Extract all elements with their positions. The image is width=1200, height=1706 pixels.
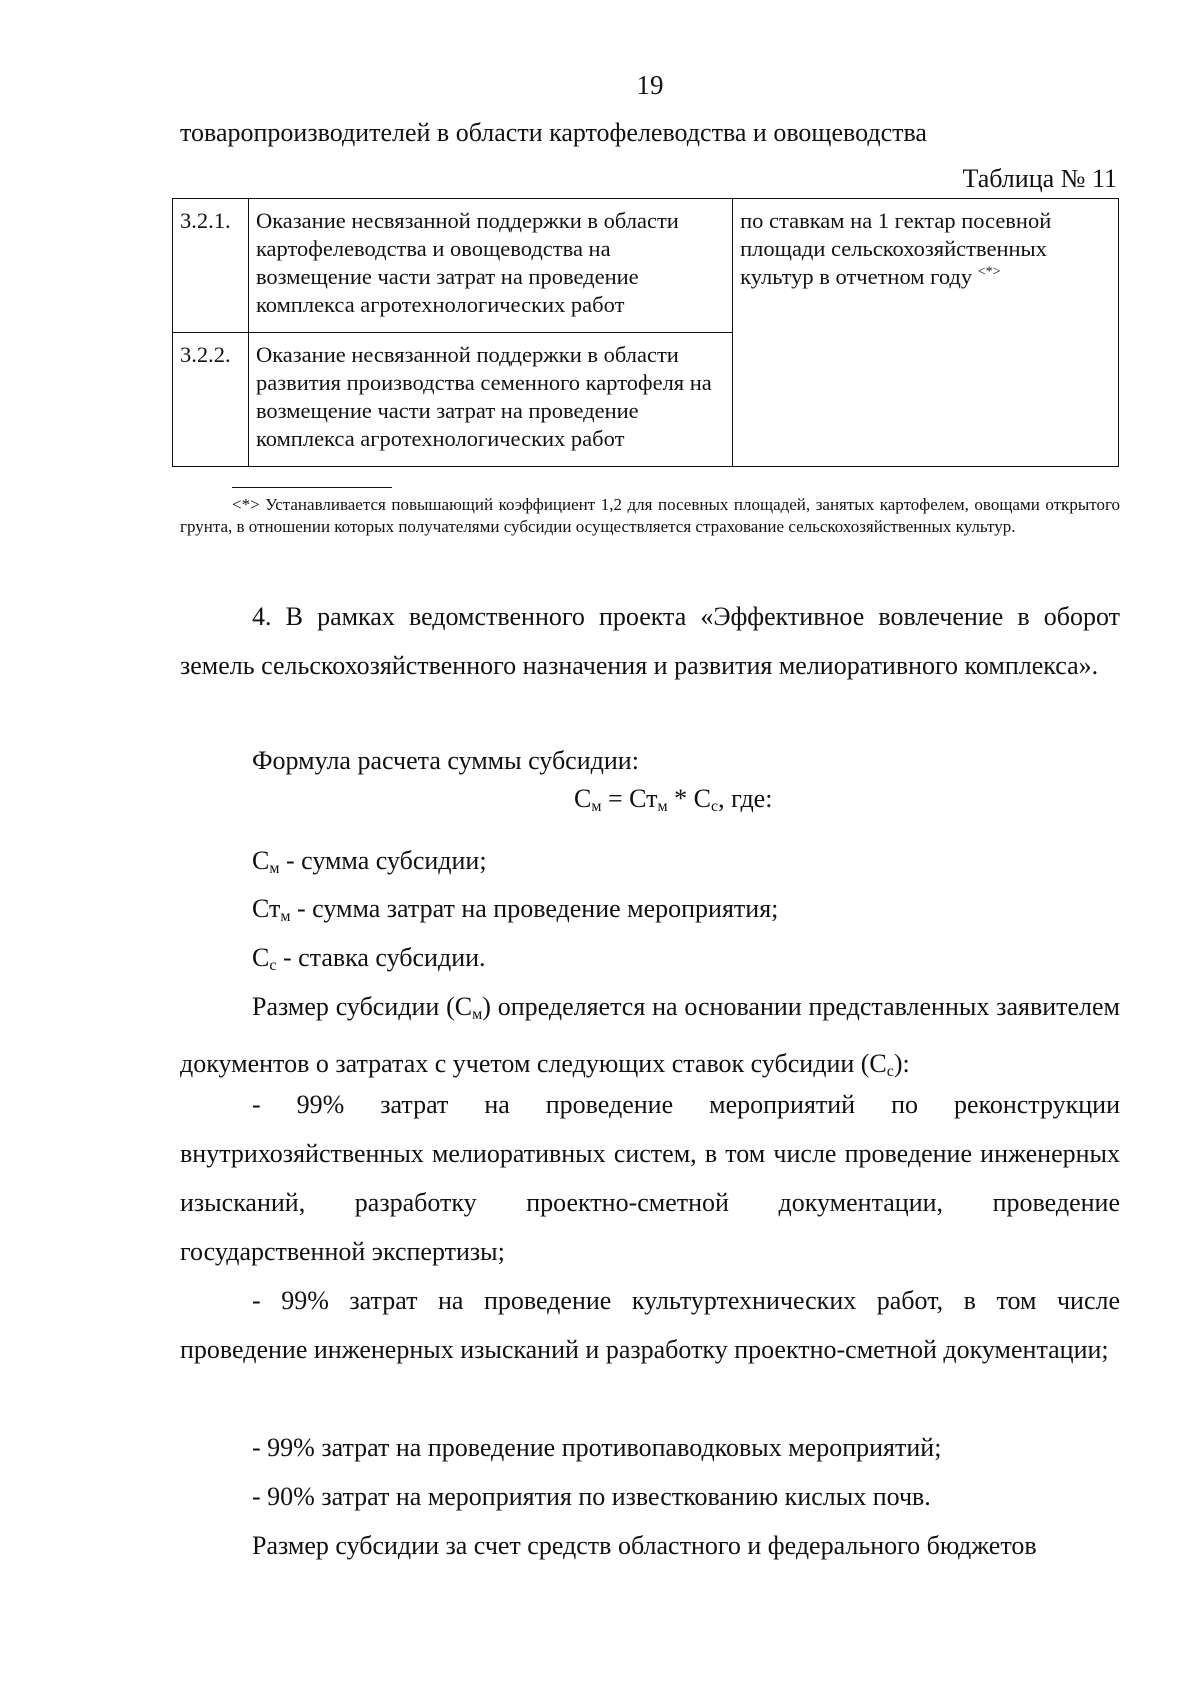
definition-text: - сумма субсидии; [279, 846, 487, 875]
rate-cell [733, 199, 1119, 467]
footnote: <*> Устанавливается повышающий коэффициент 1,2 для посевных площадей, занятых картофелем, овощами открытого грунта, в отношении которых получателями субсидии осуществляется страхование сельскохозяйственных культур. [180, 495, 1120, 536]
row-number-cell: 3.2.1. [173, 199, 249, 333]
footnote-separator [232, 487, 392, 488]
formula-lhs-sub: м [591, 798, 602, 815]
definition-text: - сумма затрат на проведение мероприятия; [290, 894, 779, 923]
subsidy-size-paragraph [180, 982, 1120, 1096]
page-number: 19 [636, 70, 664, 100]
row-description-cell: Оказание несвязанной поддержки в области картофелеводства и овощеводства на возмещение части затрат на проведение комплекса агротехнологических работ [248, 199, 732, 333]
paragraph-last-line: Размер субсидии за счет средств областного и федерального бюджетов [252, 1531, 1037, 1560]
subsidy-table [172, 198, 1119, 467]
paragraph-section-4: 4. В рамках ведомственного проекта «Эффективное вовлечение в оборот земель сельскохозяйственного назначения и развития мелиоративного комплекса». [180, 602, 1120, 680]
definition-symbol: С [252, 846, 270, 875]
size-para-text: ): [893, 1049, 910, 1078]
formula-mid-sub: м [657, 798, 668, 815]
formula-op: * С [667, 784, 711, 813]
definition-symbol: Ст [252, 894, 281, 923]
definition-text: - ставка субсидии. [276, 943, 486, 972]
size-para-subscript: с [886, 1063, 894, 1080]
definition-subscript: м [269, 860, 280, 877]
formula-rhs-sub: с [710, 798, 719, 815]
subsidy-formula [574, 784, 772, 816]
row-number-cell: 3.2.2. [173, 333, 249, 467]
bullet-item: - 99% затрат на проведение культуртехнических работ, в том числе проведение инженерных изысканий и разработку проектно-сметной документации; [180, 1286, 1120, 1364]
definition-subscript: с [269, 957, 277, 974]
row-description-cell: Оказание несвязанной поддержки в области развития производства семенного картофеля на возмещение части затрат на проведение комплекса агротехнологических работ [248, 333, 732, 467]
bullet-item: - 90% затрат на мероприятия по известкованию кислых почв. [252, 1482, 931, 1511]
formula-lhs: С [574, 784, 592, 813]
rate-note-mark: <*> [977, 264, 1001, 280]
definition-subscript: м [280, 908, 291, 925]
formula-eq: = Ст [601, 784, 658, 813]
formula-intro: Формула расчета суммы субсидии: [252, 746, 639, 775]
size-para-text: ) определяется на основании представленных заявителем документов о затратах с учетом следующих ставок субсидии (С [180, 992, 1120, 1078]
bullet-item: - 99% затрат на проведение противопаводковых мероприятий; [252, 1433, 942, 1462]
table-row [173, 199, 1119, 333]
formula-tail: , где: [718, 784, 773, 813]
table-caption: Таблица № 11 [962, 164, 1117, 193]
size-para-subscript: м [472, 1006, 483, 1023]
bullet-item: - 99% затрат на проведение мероприятий по реконструкции внутрихозяйственных мелиоративных систем, в том числе проведение инженерных изысканий, разработку проектно-сметной документации, проведение государственной экспертизы; [180, 1090, 1120, 1266]
continuation-line: товаропроизводителей в области картофелеводства и овощеводства [180, 118, 927, 147]
rate-text: по ставкам на 1 гектар посевной площади сельскохозяйственных культур в отчетном году [740, 208, 1052, 289]
size-para-text: Размер субсидии (С [252, 992, 473, 1021]
definition-symbol: С [252, 943, 270, 972]
